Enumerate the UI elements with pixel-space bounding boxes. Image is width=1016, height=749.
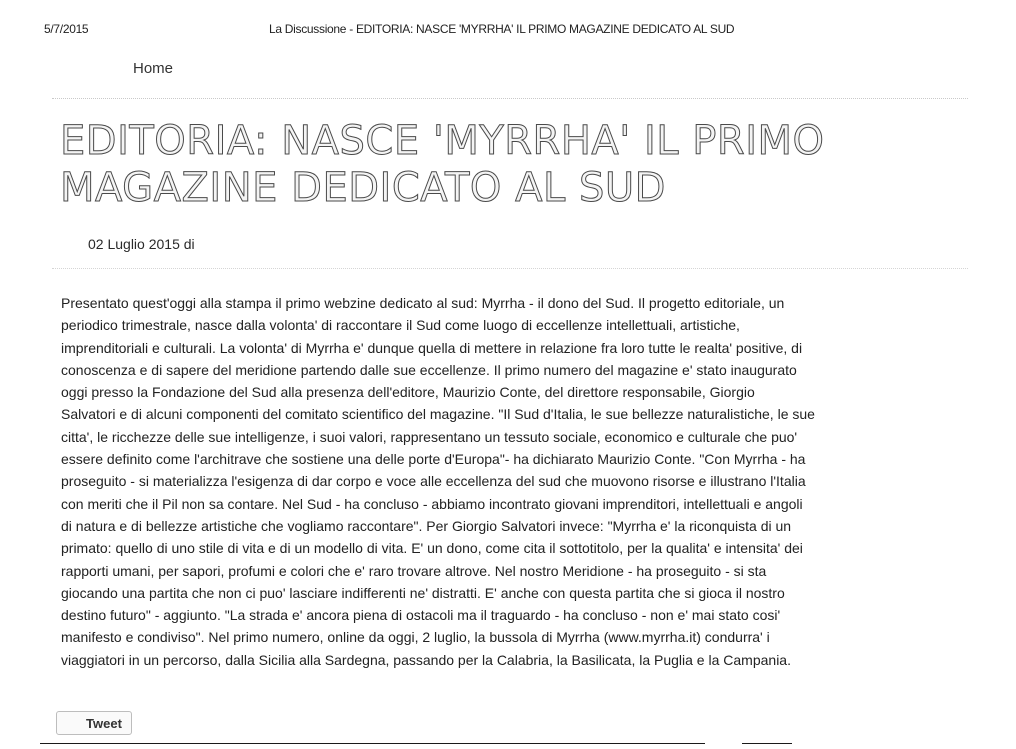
byline-divider: [52, 268, 968, 269]
article-body-line: di natura e di bellezze artistiche che vogliamo raccontare". Per Giorgio Salvatori invece: "Myrrha e' la riconquista di un: [61, 517, 792, 534]
article-body-line: citta', le ricchezze delle sue intelligenze, i suoi valori, rappresentano un tessuto sociale, economico e culturale che puo': [61, 428, 798, 445]
article-body-line: essere definito come l'architrave che sostiene una delle porte d'Europa"- ha dichiarato Maurizio Conte. "Con Myrrha - ha: [61, 451, 806, 468]
nav-home-link[interactable]: Home: [133, 60, 174, 77]
print-header: [0, 22, 1016, 38]
article-body-line: conoscenza e di sapere del meridione partendo dalle sue eccellenze. Il primo numero del magazine e' stato inaugurato: [61, 361, 797, 378]
article-byline: 02 Luglio 2015 di: [88, 236, 195, 252]
article-body-line: proseguito - si materializza l'esigenza di dar corpo e voce alle eccellenza del sud che muovono risorse e illustrano l'Italia: [61, 473, 806, 490]
article-body-line: rapporti umani, per sapori, profumi e colori che e' raro trovare altrove. Nel nostro Meridione - ha proseguito - si sta: [61, 562, 767, 579]
nav-divider: [52, 98, 968, 99]
article-body-line: destino futuro" - aggiunto. "La strada e' ancora piena di ostacoli ma il traguardo - ha concluso - non e' mai stato cosi': [61, 607, 781, 624]
article-body-line: primato: quello di uno stile di vita e di un modello di vita. E' un dono, come cita il sottotitolo, per la qualita' e intensita' dei: [61, 540, 803, 557]
article-body-line: Presentato quest'oggi alla stampa il primo webzine dedicato al sud: Myrrha - il dono del Sud. Il progetto editoriale, un: [61, 295, 785, 311]
print-page-title: La Discussione - EDITORIA: NASCE 'MYRRHA' IL PRIMO MAGAZINE DEDICATO AL SUD: [269, 22, 735, 36]
article-body-line: giocando una partita che non ci puo' lasciare indifferenti ne' distratti. E' anche con questa partita che si gioca il nostro: [61, 584, 785, 601]
print-date: 5/7/2015: [44, 22, 89, 36]
article-body-line: oggi presso la Fondazione del Sud alla presenza dell'editore, Maurizio Conte, del direttore responsabile, Giorgio: [61, 384, 755, 401]
page-bottom-rule: [40, 743, 705, 744]
article-body: [61, 292, 976, 671]
article-body-line: Salvatori e di alcuni componenti del comitato scientifico del magazine. "Il Sud d'Italia, le sue bellezze naturalistiche, le sue: [61, 406, 815, 423]
article-headline: EDITORIA: NASCE 'MYRRHA' IL PRIMO MAGAZINE DEDICATO AL SUD: [60, 118, 825, 211]
article-body-line: con meriti che il Pil non sa contare. Nel Sud - ha concluso - abbiamo incontrato giovani imprenditori, intellettuali e angoli: [61, 495, 803, 512]
tweet-button[interactable]: Tweet: [56, 711, 132, 735]
article-body-line: imprenditoriali e culturali. La volonta' di Myrrha e' dunque quella di mettere in relazione fra loro tutte le realta' positive, di: [61, 339, 803, 356]
article-body-line: manifesto e condiviso". Nel primo numero, online da oggi, 2 luglio, la bussola di Myrrha (www.myrrha.it) condurra' i: [61, 629, 770, 646]
page-bottom-rule-segment: [742, 743, 792, 744]
article-body-line: viaggiatori in un percorso, dalla Sicilia alla Sardegna, passando per la Calabria, la Basilicata, la Puglia e la Campania.: [61, 651, 791, 668]
article-body-line: periodico trimestrale, nasce dalla volonta' di raccontare il Sud come luogo di eccellenze intellettuali, artistiche,: [61, 317, 740, 334]
